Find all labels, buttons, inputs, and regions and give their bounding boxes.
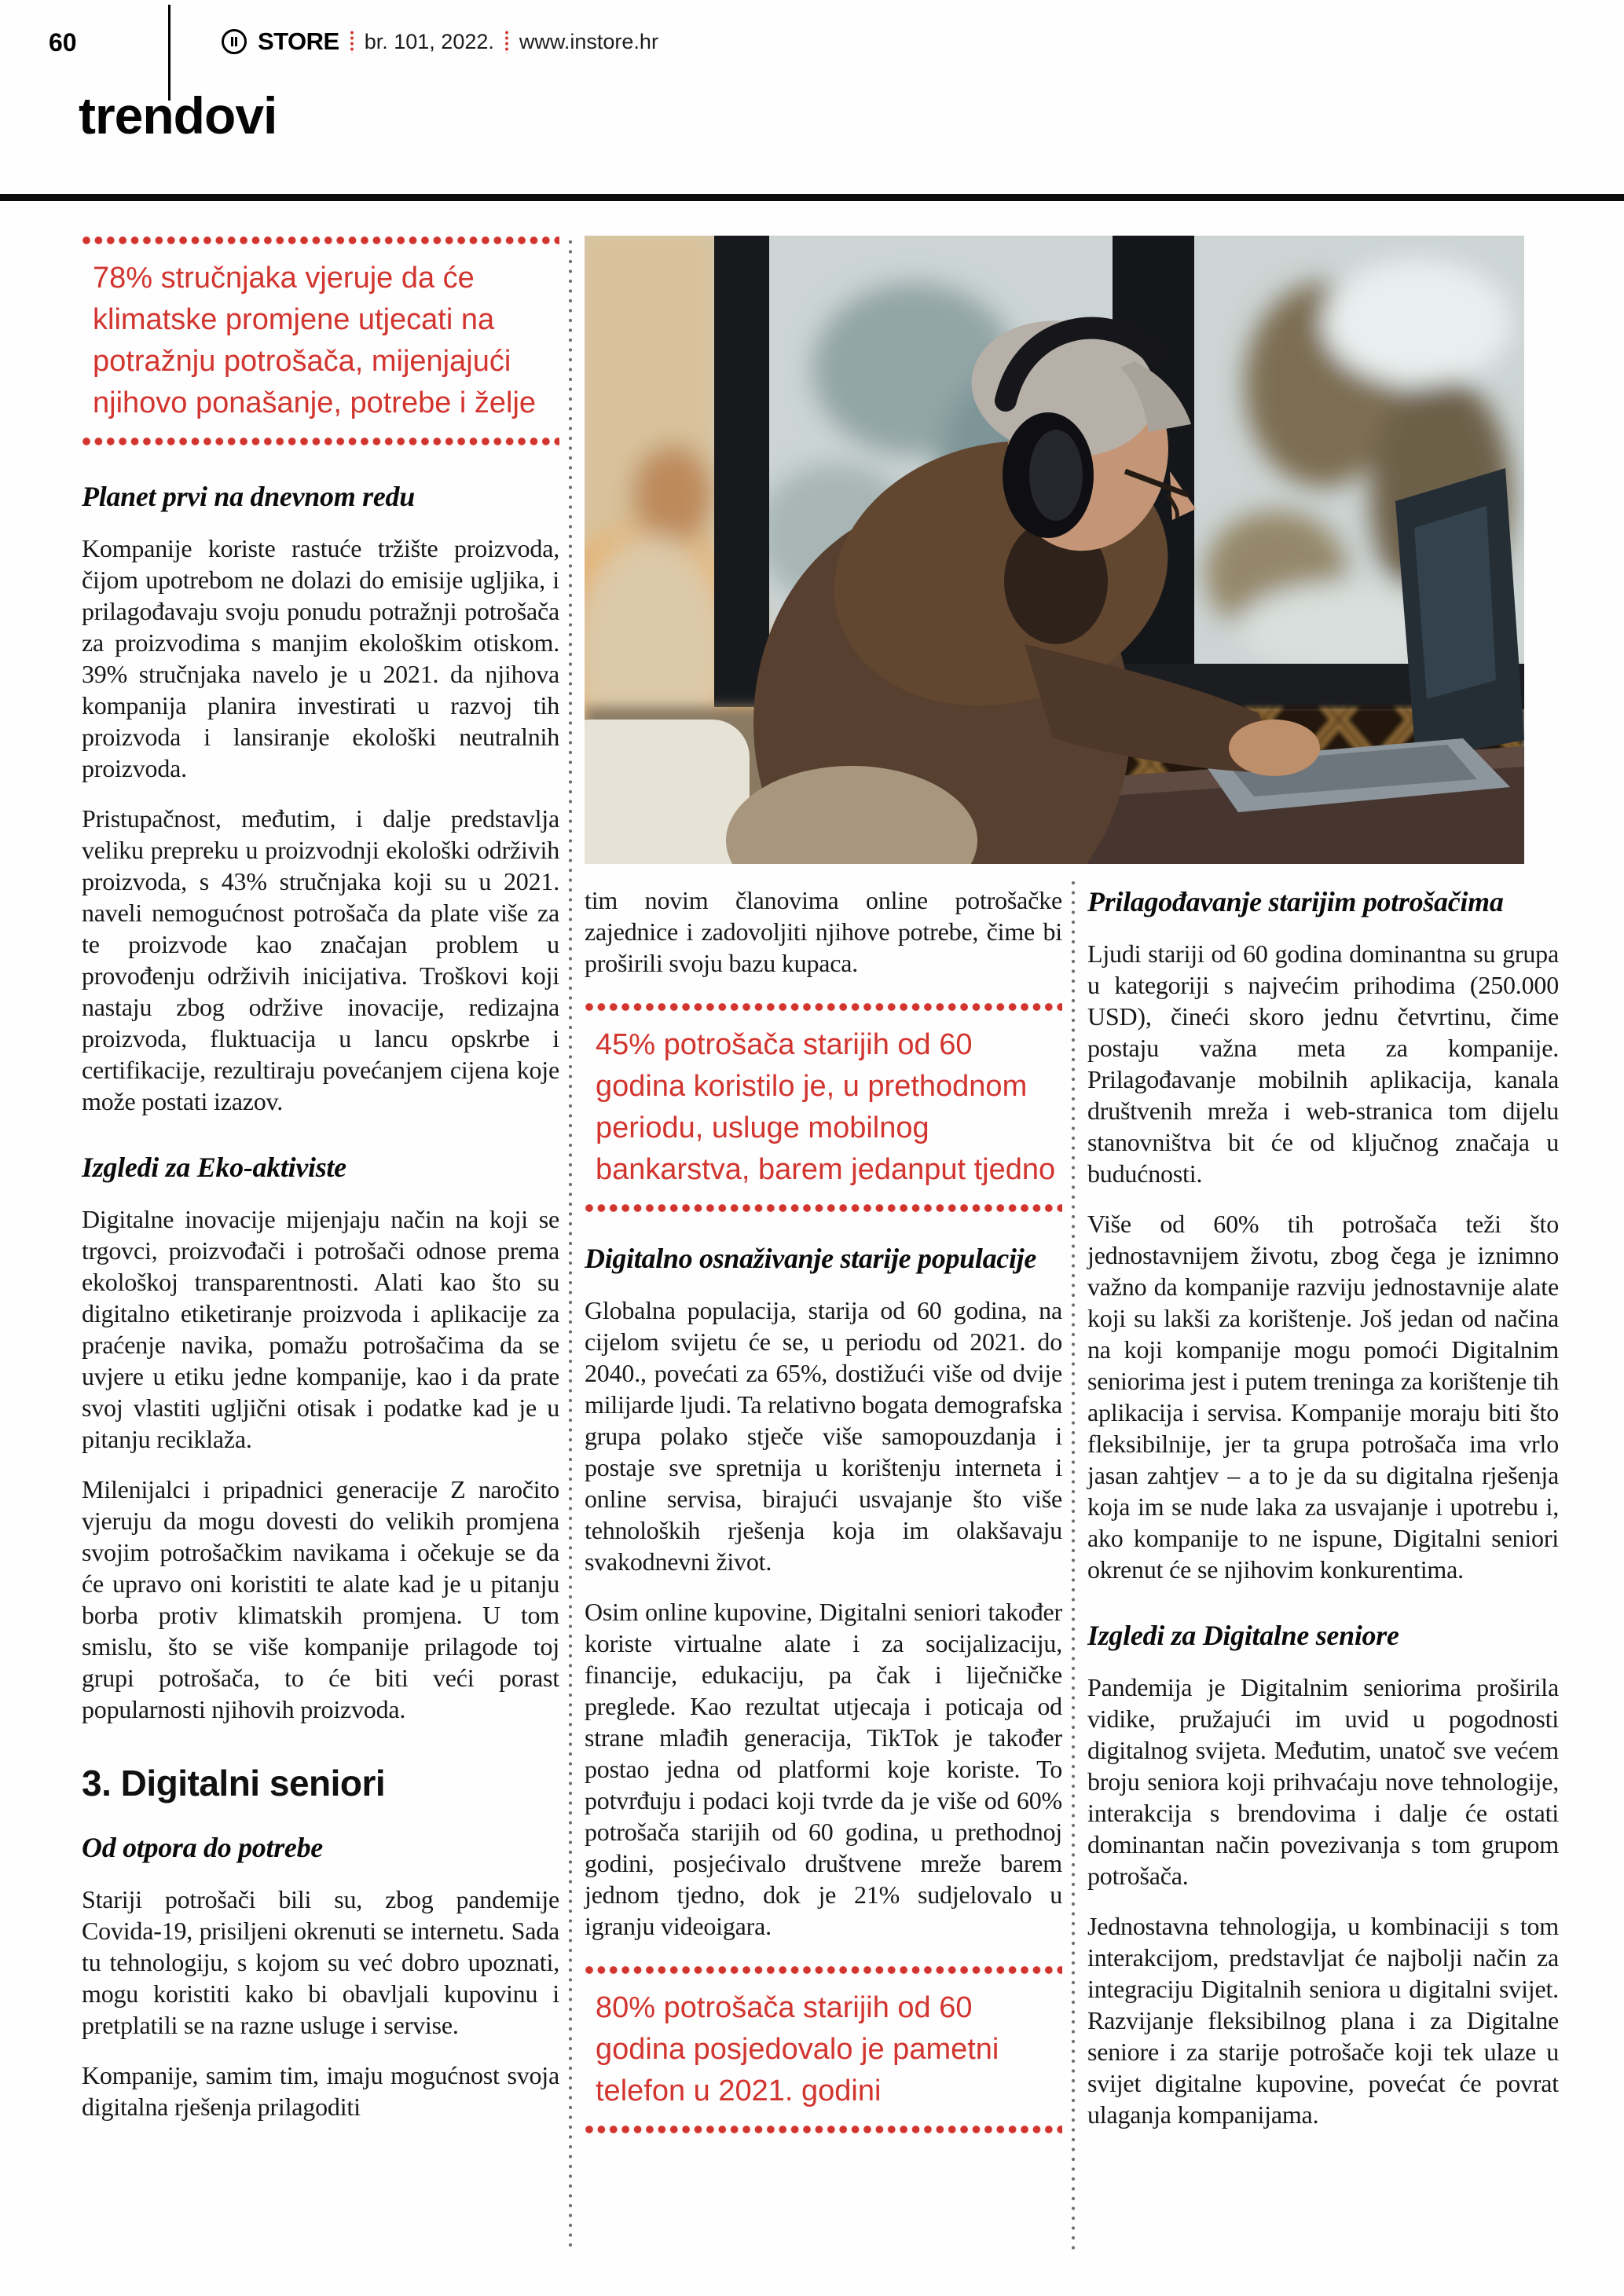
red-dotted-rule xyxy=(585,2125,1062,2134)
column-divider-dotted xyxy=(1072,878,1075,2254)
red-dotted-rule xyxy=(585,1002,1062,1012)
pull-quote-text: 45% potrošača starijih od 60 godina koristilo je, u prethodnom periodu, usluge mobilnog bankarstva, barem jedanput tjedno xyxy=(596,1028,1056,1186)
magazine-brand: STORE xyxy=(258,27,339,55)
paragraph: Osim online kupovine, Digitalni seniori također koriste virtualne alate i za socijalizaciju, financije, edukaciju, pa čak i liječničke preglede. Kao rezultat utjecaja i poticaja od strane mlađih generacija, TikTok je također postao jedna od platformi koje koriste. To potvrđuju i podaci koji tvrde da je više od 60% potrošača starijih od 60 godina, u prethodnoj godini, posjećivalo društvene mreže barem jednom tjedno, dok je 21% sudjelovalo u igranju videoigara. xyxy=(585,1598,1062,1940)
paragraph: Jednostavna tehnologija, u kombinaciji s tom interakcijom, predstavljat će najbolji način za integraciju Digitalnih seniora u digitalni svijet. Razvijanje fleksibilnog plana i za Digitalne seniore i za starije potrošače koji tek ulaze u svijet digitalne kupovine, povećat će povrat ulaganja kompanijama. xyxy=(1087,1912,1559,2129)
header-rule xyxy=(0,194,1624,201)
subheading-od-otpora: Od otpora do potrebe xyxy=(82,1832,323,1863)
subheading-izgledi-seniori: Izgledi za Digitalne seniore xyxy=(1087,1620,1399,1651)
issue-number: br. 101, 2022. xyxy=(364,30,494,53)
paragraph: Kompanije koriste rastuće tržište proizvoda, čijom upotrebom ne dolazi do emisije ugljika, i prilagođavaju svoju ponudu potražnji potrošača za proizvodima s manjim ekološkim otiskom. 39% stručnjaka navelo je u 2021. da njihova kompanija planira investirati u razvoj tih proizvoda i lansiranje ekološki neutralnih proizvoda. xyxy=(82,534,559,782)
subheading-prilagodavanje: Prilagođavanje starijim potrošačima xyxy=(1087,886,1504,917)
paragraph: Globalna populacija, starija od 60 godina, na cijelom svijetu će se, u periodu od 2021. do 2040., povećati za 65%, dostižući više od dvije milijarde ljudi. Ta relativno bogata demografska grupa polako stječe više samopouzdanja i postaje sve spretnija u korištenju interneta i online servisa, birajući usvajanje što više tehnoloških rješenja koja im olakšavaju svakodnevni život. xyxy=(585,1296,1062,1576)
paragraph: Pristupačnost, međutim, i dalje predstavlja veliku prepreku u proizvodnji ekološki održivih proizvoda, s 43% stručnjaka koji su u 2021. naveli nemogućnost potrošača da plate više za te proizvode kao značajan problem u provođenju održivih inicijativa. Troškovi koji nastaju zbog održive inovacije, redizajna proizvoda, fluktuacija u lancu opskrbe i certifikacije, rezultiraju povećanjem cijena koje može postati izazov. xyxy=(82,804,559,1115)
subheading-eko-aktivisti: Izgledi za Eko-aktiviste xyxy=(82,1152,346,1183)
column-1 xyxy=(82,236,559,2122)
paragraph: Milenijalci i pripadnici generacije Z naročito vjeruju da mogu dovesti do velikih promjena svojim potrošačkim navikama i očekuje se da će upravo oni koristiti te alate kad je u pitanju borba protiv klimatskih promjena. U tom smislu, što se više kompanije prilagode toj grupi potrošača, to će biti veći porast popularnosti njihovih proizvoda. xyxy=(82,1475,559,1723)
pull-quote-text: 78% stručnjaka vjeruje da će klimatske promjene utjecati na potražnju potrošača, mijenjajući njihovo ponašanje, potrebe i želje xyxy=(93,262,537,419)
article-photo xyxy=(585,236,1524,864)
column-3 xyxy=(1087,884,1559,2130)
column-divider-dotted xyxy=(569,237,572,2253)
pull-quote-smartphone xyxy=(585,1965,1062,2134)
header-dotted-separator xyxy=(350,30,354,53)
paragraph: Više od 60% tih potrošača teži što jednostavnijem životu, zbog čega je iznimno važno da kompanije razviju jednostavnije alate koji su lakši za korištenje. Još jedan od načina na koji kompanije mogu pomoći Digitalnim seniorima jest i putem treninga za korištenje tih aplikacija i servisa. Kompanije moraju biti što fleksibilnije, jer ta grupa potrošača ima vrlo jasan zahtjev – a to je da su digitalna rješenja koja im se nude laka za usvajanje i upotrebu i, ako kompanije to ne ispune, Digitalni seniori okrenut će se njihovim konkurentima. xyxy=(1087,1210,1559,1584)
paragraph: tim novim članovima online potrošačke zajednice i zadovoljiti njihove potrebe, čime bi proširili svoju bazu kupaca. xyxy=(585,886,1062,977)
red-dotted-rule xyxy=(585,1203,1062,1213)
pull-quote-text: 80% potrošača starijih od 60 godina posjedovalo je pametni telefon u 2021. godini xyxy=(596,1991,999,2107)
paragraph: Digitalne inovacije mijenjaju način na koji se trgovci, proizvođači i potrošači odnose prema ekološkoj transparentnosti. Alati kao što su digitalno etiketiranje proizvoda i aplikacije za praćenje navika, pomažu potrošačima da se uvjere u etiku jedne kompanije, kao i da prate svoj vlastiti ugljični otisak i podatke kad je u pitanju reciklaža. xyxy=(82,1205,559,1453)
header-dotted-separator xyxy=(505,30,508,53)
subheading-planet: Planet prvi na dnevnom redu xyxy=(82,481,415,512)
instore-logo-icon xyxy=(222,29,247,54)
pull-quote-banking xyxy=(585,1002,1062,1213)
page-number: 60 xyxy=(49,28,77,57)
paragraph: Ljudi stariji od 60 godina dominantna su grupa u kategoriji s najvećim prihodima (250.000 USD), čineći skoro jednu četvrtinu, čime postaju važna meta za kompanije. Prilagođavanje mobilnih aplikacija, kanala društvenih mreža i web-stranica tom dijelu stanovništva bit će od ključnog značaja u budućnosti. xyxy=(1087,939,1559,1188)
website-url: www.instore.hr xyxy=(519,30,658,53)
column-2 xyxy=(585,884,1062,2134)
paragraph: Stariji potrošači bili su, zbog pandemije Covida-19, prisiljeni okrenuti se internetu. Sada tu tehnologiju, s kojom su već dobro upoznati, mogu koristiti kako bi obavljali kupovinu i pretplatili se na razne usluge i servise. xyxy=(82,1885,559,2039)
red-dotted-rule xyxy=(82,437,559,446)
paragraph: Kompanije, samim tim, imaju mogućnost svoja digitalna rješenja prilagoditi xyxy=(82,2061,559,2121)
header-brand-row xyxy=(222,28,658,55)
red-dotted-rule xyxy=(585,1965,1062,1975)
red-dotted-rule xyxy=(82,236,559,245)
subheading-osnazivanje: Digitalno osnaživanje starije populacije xyxy=(585,1243,1037,1274)
paragraph: Pandemija je Digitalnim seniorima proširila vidike, pružajući im uvid u pogodnosti digitalnog svijeta. Međutim, unatoč sve većem broju seniora koji prihvaćaju nove tehnologije, interakcija s brendovima i dalje će ostati dominantan način povezivanja s tom grupom potrošača. xyxy=(1087,1673,1559,1890)
heading-digitalni-seniori: 3. Digitalni seniori xyxy=(82,1763,386,1803)
pull-quote-climate xyxy=(82,236,559,446)
section-title: trendovi xyxy=(79,86,277,145)
